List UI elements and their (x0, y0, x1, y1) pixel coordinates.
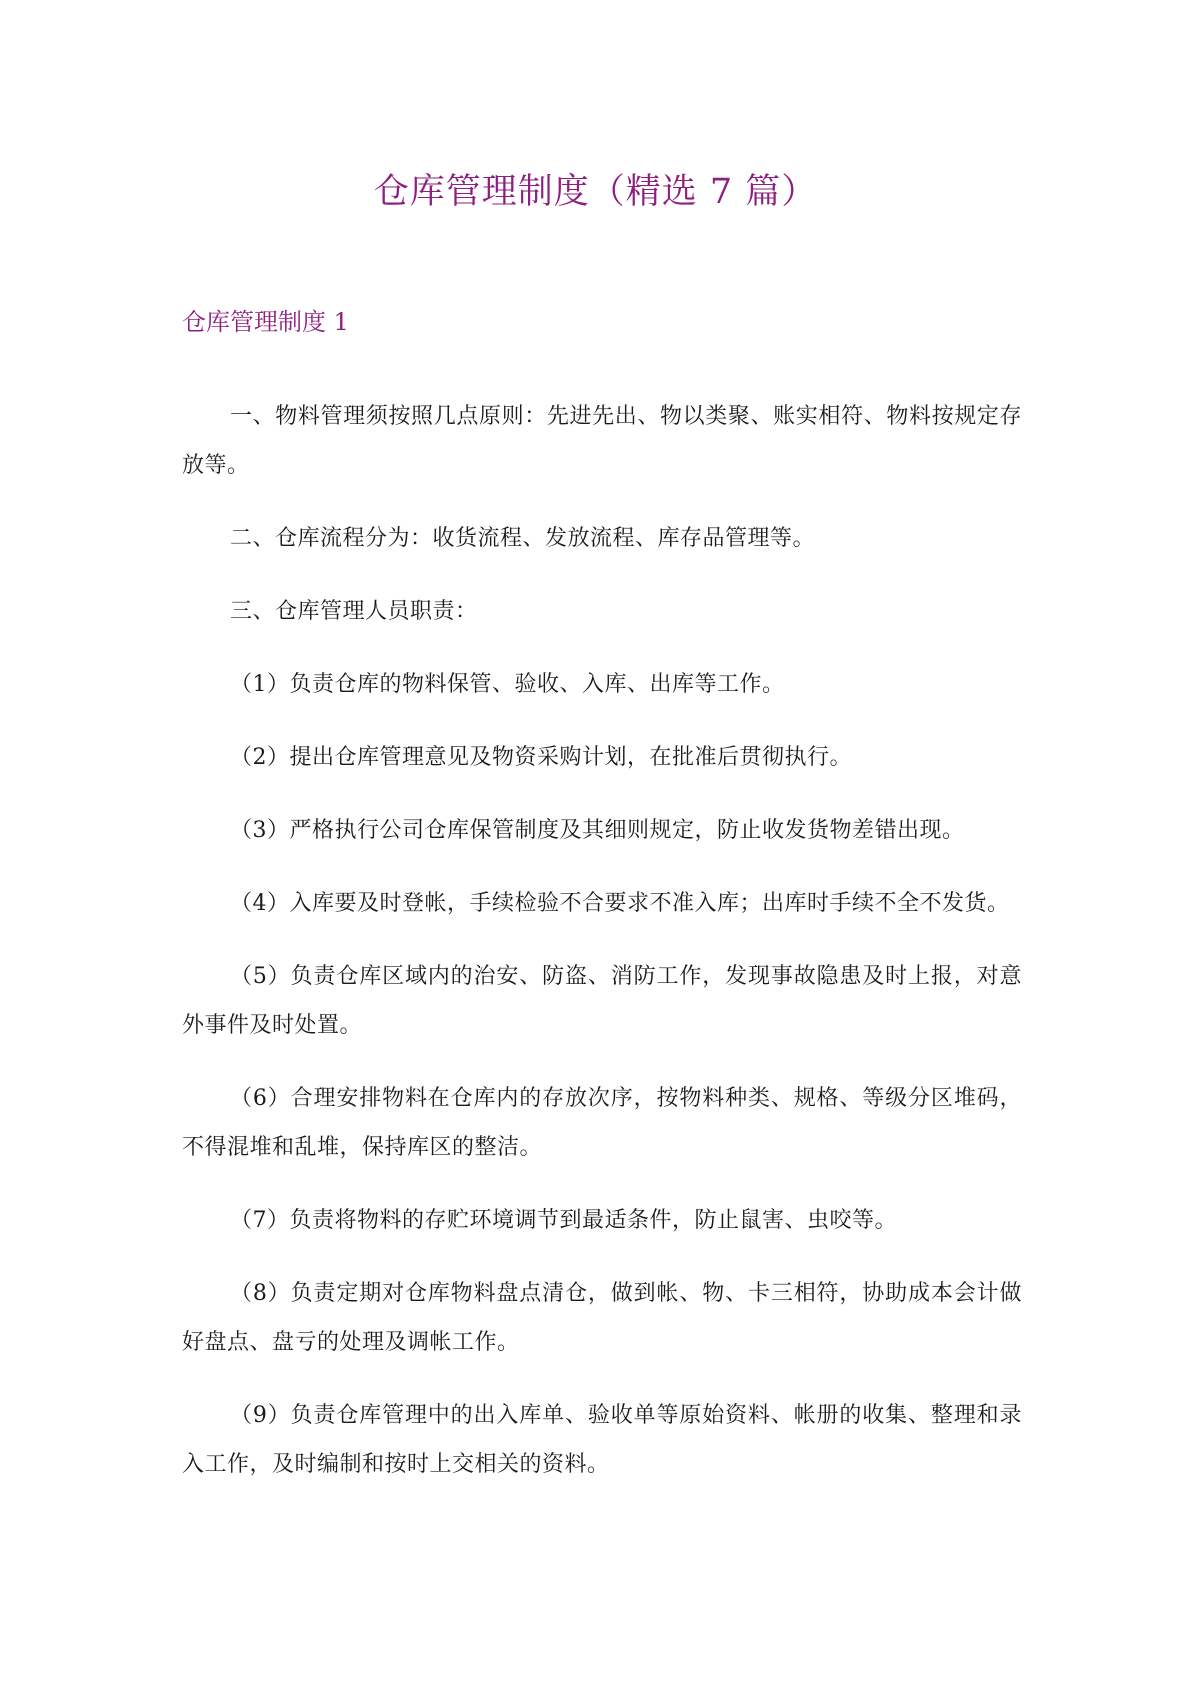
paragraph-duty-7: （7）负责将物料的存贮环境调节到最适条件，防止鼠害、虫咬等。 (230, 1208, 897, 1233)
paragraph-duty-1: （1）负责仓库的物料保管、验收、入库、出库等工作。 (230, 672, 785, 697)
paragraph-duties-heading: 三、仓库管理人员职责： (230, 599, 478, 624)
paragraph-process: 二、仓库流程分为：收货流程、发放流程、库存品管理等。 (230, 526, 816, 551)
paragraph-duty-3: （3）严格执行公司仓库保管制度及其细则规定，防止收发货物差错出现。 (230, 818, 965, 843)
document-body (182, 392, 1022, 1513)
paragraph-duty-2: （2）提出仓库管理意见及物资采购计划，在批准后贯彻执行。 (230, 745, 852, 770)
paragraph-duty-5: （5）负责仓库区域内的治安、防盗、消防工作，发现事故隐患及时上报，对意外事件及时处置。 (182, 964, 1022, 1038)
paragraph-duty-9: （9）负责仓库管理中的出入库单、验收单等原始资料、帐册的收集、整理和录入工作，及时编制和按时上交相关的资料。 (182, 1403, 1022, 1477)
paragraph-duty-4: （4）入库要及时登帐，手续检验不合要求不准入库；出库时手续不全不发货。 (230, 891, 1010, 916)
document-title: 仓库管理制度（精选 7 篇） (373, 172, 818, 212)
paragraph-duty-8: （8）负责定期对仓库物料盘点清仓，做到帐、物、卡三相符，协助成本会计做好盘点、盘亏的处理及调帐工作。 (182, 1281, 1022, 1355)
section-heading: 仓库管理制度 1 (182, 308, 349, 336)
paragraph-principles: 一、物料管理须按照几点原则：先进先出、物以类聚、账实相符、物料按规定存放等。 (182, 404, 1022, 478)
paragraph-duty-6: （6）合理安排物料在仓库内的存放次序，按物料种类、规格、等级分区堆码，不得混堆和乱堆，保持库区的整洁。 (182, 1086, 1022, 1160)
